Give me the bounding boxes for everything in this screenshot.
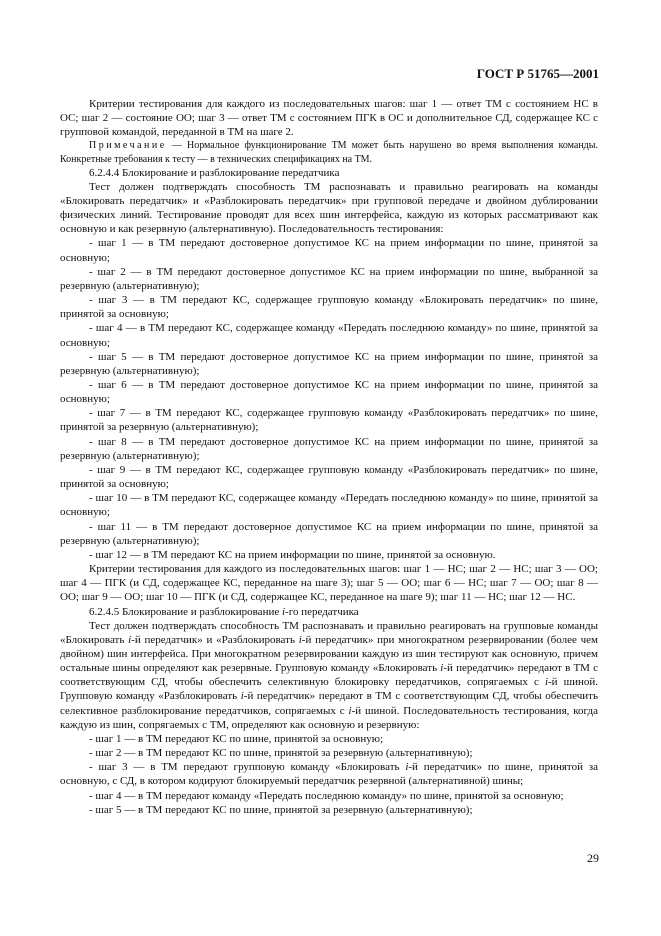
step-item: - шаг 3 — в ТМ передают КС, содержащее групповую команду «Блокировать передатчик» по шине, принятой за основную;: [60, 294, 598, 321]
document-header: ГОСТ Р 51765—2001: [476, 66, 599, 81]
step-item: - шаг 7 — в ТМ передают КС, содержащее групповую команду «Разблокировать передатчик» по шине, принятой за резервную (альтернативную);: [60, 407, 598, 434]
note-text: — Нормальное функционирование ТМ может быть нарушено во время выполнения команды. Конкретные требования к тесту — в технических спецификациях на ТМ.: [60, 140, 598, 165]
step-item: - шаг 5 — в ТМ передают КС по шине, принятой за резервную (альтернативную);: [89, 803, 473, 816]
step-item: - шаг 2 — в ТМ передают достоверное допустимое КС на прием информации по шине, выбранной за резервную (альтернативную);: [60, 265, 598, 292]
step-item: - шаг 2 — в ТМ передают КС по шине, принятой за резервную (альтернативную);: [89, 747, 473, 760]
step-item: - шаг 11 — в ТМ передают достоверное допустимое КС на прием информации по шине, принятой за резервную (альтернативную);: [60, 520, 598, 547]
step-item: - шаг 1 — в ТМ передают КС по шине, принятой за основную;: [89, 732, 383, 745]
note-label: Примечание: [89, 140, 167, 152]
step-item: - шаг 6 — в ТМ передают достоверное допустимое КС на прием информации по шине, принятой за основную;: [60, 379, 598, 406]
section-heading-6244: 6.2.4.4 Блокирование и разблокирование передатчика: [89, 166, 340, 179]
step-item: - шаг 12 — в ТМ передают КС на прием информации по шине, принятой за основную.: [89, 548, 496, 561]
step-item: - шаг 5 — в ТМ передают достоверное допустимое КС на прием информации по шине, принятой за резервную (альтернативную);: [60, 350, 598, 377]
section-heading-6245: 6.2.4.5 Блокирование и разблокирование i-го передатчика: [89, 605, 359, 618]
page-body: [60, 97, 598, 817]
section-6245-intro: Тест должен подтверждать способность ТМ распознавать и правильно реагировать на групповые команды «Блокировать i-й передатчик» и «Разблокировать i-й передатчик» при многократном резервировании (более чем двойном) шин интерфейса. При многократном резервировании каждую из шин тестируют как основную, причем остальные шины определяют как резервные. Групповую команду «Блокировать i-й передатчик» передают в ТМ с соответствующим СД, чтобы обеспечить селективную блокировку передатчиков, сопрягаемых с i-й шиной. Групповую команду «Разблокировать i-й передатчик» передают в ТМ с соответствующим СД, чтобы обеспечить селективное разблокирование передатчиков, сопрягаемых с i-й шиной. Последовательность тестирования, когда каждую из шин, сопрягаемых с ТМ, определяют как основную и резервную:: [60, 619, 598, 731]
section-6244-intro: Тест должен подтверждать способность ТМ распознавать и правильно реагировать на команды «Блокировать передатчик» и «Разблокировать передатчик» при групповой передаче и двойном дублировании физических линий. Тестирование проводят для всех шин интерфейса, каждую из которых рассматривают как основную и как резервную (альтернативную). Последовательность тестирования:: [60, 180, 598, 236]
step-item: - шаг 4 — в ТМ передают КС, содержащее команду «Передать последнюю команду» по шине, принятой за основную;: [60, 322, 598, 349]
section-6244-criteria: Критерии тестирования для каждого из последовательных шагов: шаг 1 — НС; шаг 2 — НС; шаг 3 — ОО; шаг 4 — ПГК (и СД, содержащее КС, переданное на шаге 3); шаг 5 — ОО; шаг 6 — НС; шаг 7 — ОО; шаг 8 — ОО; шаг 9 — ОО; шаг 10 — ПГК (и СД, содержащее КС, переданное на шаге 9); шаг 11 — НС; шаг 12 — НС.: [60, 563, 598, 604]
step-item: - шаг 1 — в ТМ передают достоверное допустимое КС на прием информации по шине, принятой за основную;: [60, 237, 598, 264]
step-item: - шаг 4 — в ТМ передают команду «Передать последнюю команду» по шине, принятой за основную;: [89, 789, 564, 802]
criteria-paragraph: Критерии тестирования для каждого из последовательных шагов: шаг 1 — ответ ТМ с состоянием НС в ОС; шаг 2 — состояние ОО; шаг 3 — ответ ТМ с состоянием ПГК в ОС и дополнительное СД, содержащее КС с групповой командой, переданной в ТМ на шаге 2.: [60, 98, 598, 139]
note: [60, 139, 598, 165]
step-item: - шаг 8 — в ТМ передают достоверное допустимое КС на прием информации по шине, принятой за резервную (альтернативную);: [60, 435, 598, 462]
step-item: - шаг 10 — в ТМ передают КС, содержащее команду «Передать последнюю команду» по шине, принятой за основную;: [60, 492, 598, 519]
step-item: - шаг 3 — в ТМ передают групповую команду «Блокировать i-й передатчик» по шине, принятой за основную, с СД, в котором кодируют блокируемый передатчик резервной (альтернативной) шины;: [60, 761, 598, 788]
page-number: 29: [587, 851, 599, 865]
step-item: - шаг 9 — в ТМ передают КС, содержащее групповую команду «Разблокировать передатчик» по шине, принятой за основную;: [60, 463, 598, 491]
